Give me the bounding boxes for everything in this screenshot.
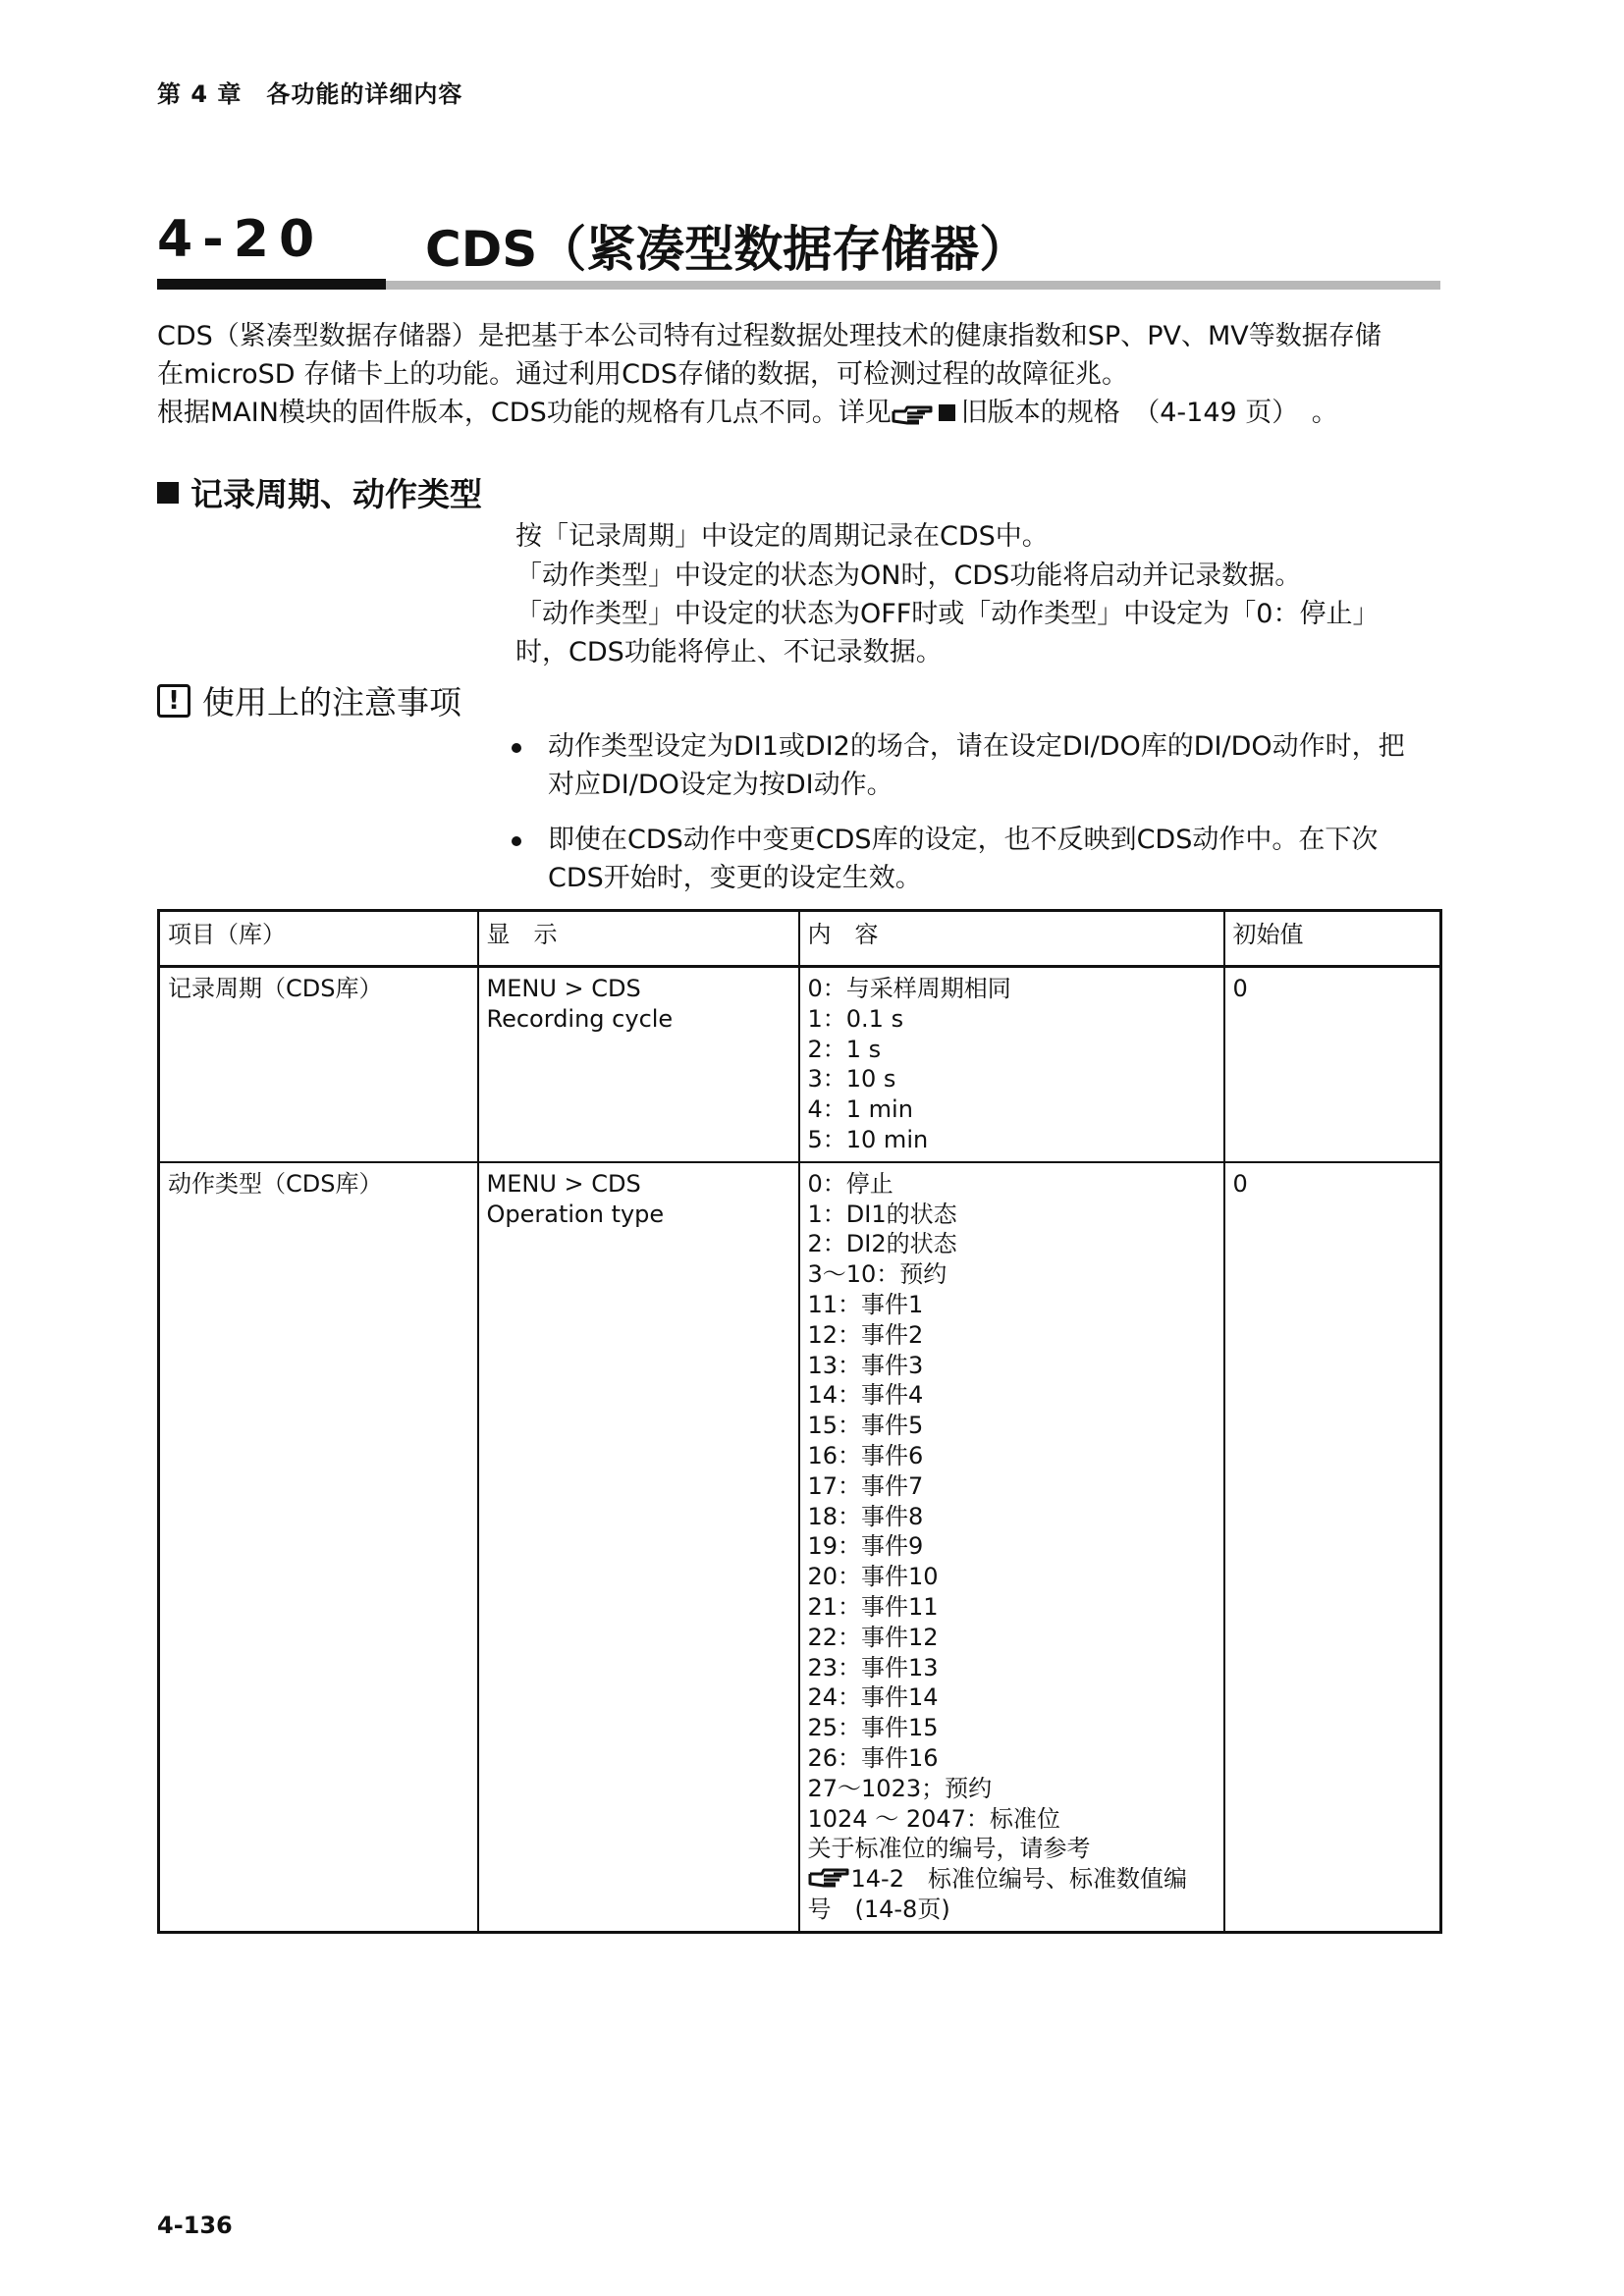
pointing-hand-icon [808, 1864, 851, 1890]
pointing-hand-icon [892, 401, 935, 427]
content-line: 0：停止 [807, 1169, 893, 1198]
content-line: 18：事件8 [807, 1502, 924, 1530]
reference-link[interactable]: 14-2 标准位编号、标准数值编 [850, 1865, 1187, 1894]
black-square-icon [157, 482, 179, 504]
content-line: 27～1023；预约 [807, 1774, 993, 1802]
caution-title: 使用上的注意事项 [202, 683, 461, 721]
content-line: 11：事件1 [807, 1290, 924, 1318]
reference-link[interactable]: 旧版本的规格 （4-149 页） 。 [960, 398, 1338, 428]
display-cell [478, 967, 799, 1162]
content-line: 12：事件2 [807, 1320, 924, 1349]
display-cell [478, 1162, 799, 1932]
caution-heading [157, 677, 461, 723]
content-line: 26：事件16 [807, 1743, 939, 1772]
table-row [159, 1162, 1441, 1932]
body-text: 按「记录周期」中设定的周期记录在CDS中。 [515, 521, 1049, 552]
bullet-text: CDS开始时，变更的设定生效。 [548, 863, 922, 893]
content-line: 号 (14-8页) [807, 1895, 950, 1923]
display-line: MENU > CDS [486, 1169, 641, 1198]
content-line: 1：DI1的状态 [807, 1200, 957, 1228]
item-cell: 动作类型（CDS库） [159, 1162, 478, 1932]
content-line: 23：事件13 [807, 1653, 939, 1682]
black-square-icon [939, 404, 955, 421]
initial-cell: 0 [1224, 967, 1441, 1162]
body-text: 「动作类型」中设定的状态为ON时，CDS功能将启动并记录数据。 [515, 561, 1302, 591]
section-rule-dark [157, 279, 386, 290]
subsection-title: 记录周期、动作类型 [190, 475, 482, 513]
intro-text: 根据MAIN模块的固件版本，CDS功能的规格有几点不同。详见 [157, 398, 892, 428]
display-line: Operation type [486, 1200, 665, 1228]
item-cell: 记录周期（CDS库） [159, 967, 478, 1162]
content-line: 20：事件10 [807, 1563, 939, 1591]
bullet-dot-icon [512, 836, 521, 846]
spec-table [157, 909, 1442, 1934]
chapter-header: 第 4 章 各功能的详细内容 [157, 80, 463, 108]
page-number: 4-136 [157, 2212, 233, 2239]
bullet-text: 即使在CDS动作中变更CDS库的设定，也不反映到CDS动作中。在下次 [548, 825, 1379, 855]
content-line: 3～10：预约 [807, 1260, 947, 1289]
table-row [159, 967, 1441, 1162]
content-cell [799, 1162, 1224, 1932]
content-line: 19：事件9 [807, 1532, 924, 1561]
content-cell [799, 967, 1224, 1162]
content-line: 14：事件4 [807, 1381, 924, 1410]
display-line: Recording cycle [486, 1004, 674, 1033]
content-line: 0：与采样周期相同 [807, 975, 1011, 1002]
content-reference[interactable] [808, 1864, 1216, 1895]
section-rule-light [386, 281, 1440, 290]
content-line: 25：事件15 [807, 1714, 939, 1742]
section-number: 4-20 [157, 210, 325, 269]
content-line: 2：1 s [807, 1035, 882, 1063]
column-header: 内 容 [799, 911, 1224, 967]
subsection-heading [157, 469, 482, 515]
column-header: 项目（库） [159, 911, 478, 967]
content-line: 2：DI2的状态 [807, 1230, 957, 1258]
content-line: 5：10 min [807, 1125, 929, 1153]
content-line: 1024 ～ 2047：标准位 [807, 1804, 1060, 1833]
content-line: 4：1 min [807, 1095, 913, 1124]
content-line: 24：事件14 [807, 1683, 939, 1712]
content-line: 21：事件11 [807, 1592, 939, 1621]
bullet-text: 动作类型设定为DI1或DI2的场合，请在设定DI/DO库的DI/DO动作时，把 [548, 731, 1405, 762]
content-line: 22：事件12 [807, 1623, 939, 1651]
section-title: CDS（紧凑型数据存储器） [425, 221, 1029, 278]
column-header: 显 示 [478, 911, 799, 967]
content-line: 3：10 s [807, 1065, 896, 1094]
bullet-text: 对应DI/DO设定为按DI动作。 [548, 770, 893, 800]
content-line: 16：事件6 [807, 1441, 924, 1469]
initial-cell: 0 [1224, 1162, 1441, 1932]
body-text: 「动作类型」中设定的状态为OFF时或「动作类型」中设定为「0：停止」 [515, 599, 1380, 629]
display-line: MENU > CDS [486, 975, 641, 1002]
content-line: 15：事件5 [807, 1412, 924, 1440]
column-header: 初始值 [1224, 911, 1441, 967]
intro-line-reference [157, 394, 1338, 433]
content-line: 17：事件7 [807, 1471, 924, 1500]
content-line: 1：0.1 s [807, 1004, 904, 1033]
exclamation-box-icon: ! [157, 684, 190, 718]
intro-line: 在microSD 存储卡上的功能。通过利用CDS存储的数据，可检测过程的故障征兆。 [157, 359, 1128, 390]
content-line: 13：事件3 [807, 1351, 924, 1379]
body-text: 时，CDS功能将停止、不记录数据。 [515, 637, 943, 667]
bullet-dot-icon [512, 743, 521, 753]
table-header-row [159, 911, 1441, 967]
content-line: 关于标准位的编号，请参考 [807, 1835, 1091, 1863]
intro-line: CDS（紧凑型数据存储器）是把基于本公司特有过程数据处理技术的健康指数和SP、PV、MV等数据存储 [157, 321, 1381, 351]
